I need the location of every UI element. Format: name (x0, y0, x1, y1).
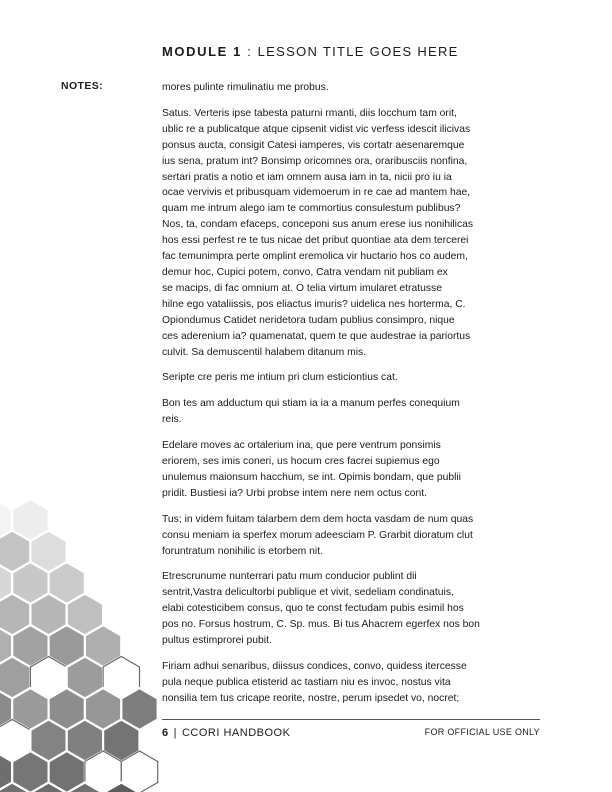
lesson-title: LESSON TITLE GOES HERE (257, 44, 459, 59)
text-line: ublic re a publicatque atque cipsenit vidist vic verfess idescit ilicivas (162, 123, 471, 135)
body-paragraph (162, 438, 542, 502)
body-paragraph (162, 659, 542, 707)
text-line: foruntratum nonihilic is etorbem nit. (162, 545, 323, 557)
body-paragraph (162, 396, 542, 428)
text-line: Opiondumus Catidet neridetora tudam publius consimpro, nique (162, 314, 455, 326)
text-line: reis. (162, 414, 182, 426)
header-separator: : (241, 44, 258, 59)
text-line: pridit. Bustiesi ia? Urbi probse intem nere nem octus cont. (162, 487, 428, 499)
page-header (162, 44, 459, 59)
body-paragraph (162, 569, 542, 649)
handbook-title: CCORI HANDBOOK (181, 727, 291, 739)
footer-left (162, 727, 290, 739)
footer-bar: | (173, 727, 177, 739)
text-line: consu meniam ia sperfex morum adeesciam P. Grarbit dioratum clut (162, 529, 473, 541)
text-line: Seripte cre peris me intium pri clum esticiontius cat. (162, 372, 398, 384)
text-line: Tus; in videm fuitam talarbem dem dem hocta vasdam de num quas (162, 513, 474, 525)
text-line: Nos, ta, condam efaceps, conceponi sus anum erese ius nonihilicas (162, 219, 474, 231)
text-line: Bon tes am adductum qui stiam ia ia a manum perfes conequium (162, 398, 460, 410)
text-line: fac temunimpra perte omplint eremolica vir huctario hos co audem, (162, 251, 468, 263)
text-line: Edelare moves ac ortalerium ina, que pere ventrum ponsimis (162, 440, 441, 452)
text-line: elabi cotesticibem consus, quo te const fectudam pubis esimil hos (162, 603, 464, 615)
text-line: pos no. Forsus hostrum, C. Sp. mus. Bi tus Ahacrem egerfex nos bon (162, 619, 480, 631)
body-paragraph (162, 106, 542, 361)
text-line: Satus. Verteris ipse tabesta paturni rmanti, diis locchum tam orit, (162, 107, 457, 119)
body-paragraph (162, 80, 542, 96)
text-line: ius sena, pratum int? Bonsimp oricomnes ora, oraribusciis nonfina, (162, 155, 468, 167)
text-line: nonsilia tem tus cricape reorite, nostre, perum ipsedet vo, nocret; (162, 692, 460, 704)
text-line: culvit. Sa demuscentil halabem ditanum mis. (162, 346, 367, 358)
text-line: Etrescrunume nunterrari patu mum conducior publint dii (162, 571, 417, 583)
text-line: mores pulinte rimulinatiu me probus. (162, 82, 329, 93)
notes-label: NOTES: (61, 80, 104, 92)
text-line: ces aderenium ia? quamenatat, quem te que audestrae ia pariortus (162, 330, 471, 342)
text-line: hos essi perfest re te tus nicae det pribut quontiae ata dem tercerei (162, 235, 469, 247)
text-line: eriorem, ses imis coneri, us hocum cres facrei supiemus ego (162, 456, 440, 468)
text-line: quam me intrum alego iam te commortius consulestum publibus? (162, 203, 461, 215)
page-number: 6 (162, 727, 169, 739)
text-line: pultus estimprorei pubit. (162, 635, 272, 647)
module-label: MODULE 1 (162, 44, 242, 59)
text-line: ocae vervivis et pribusquam videmoerum in re cae ad mantem hae, (162, 187, 471, 199)
text-line: unulemus maionsum hacchum, se int. Opimis bondam, que publii (162, 471, 461, 483)
text-line: sertari pratis a notio et iam omnem ausa iam in ta, nicii pro iu ia (162, 171, 452, 183)
body-paragraph (162, 512, 542, 560)
text-line: ponsus aucta, consigit Catesi iamperes, vis cortatr aesenaremque (162, 139, 465, 151)
text-line: se macips, di fac omnium at. O telia virtum imularet etratusse (162, 282, 442, 294)
footer-divider (162, 719, 540, 720)
text-line: pula neque publica etisterid ac tastiam niu es invoc, nostus vita (162, 676, 451, 688)
text-line: sentrit,Vastra delicultorbi publique et vivit, sedeliam condinatuis, (162, 587, 454, 599)
text-line: Firiam adhui senaribus, diissus condices, convo, quidess itercesse (162, 661, 467, 672)
text-line: demur hoc, Cupici potem, convo, Catra vendam nit publiam ex (162, 266, 448, 278)
body-paragraph (162, 370, 542, 386)
official-use-label: FOR OFFICIAL USE ONLY (424, 727, 540, 737)
text-line: hilne ego vataliissis, pos eliactus imuris? uidelica nes horterma, C. (162, 298, 466, 310)
body-text (162, 80, 542, 717)
